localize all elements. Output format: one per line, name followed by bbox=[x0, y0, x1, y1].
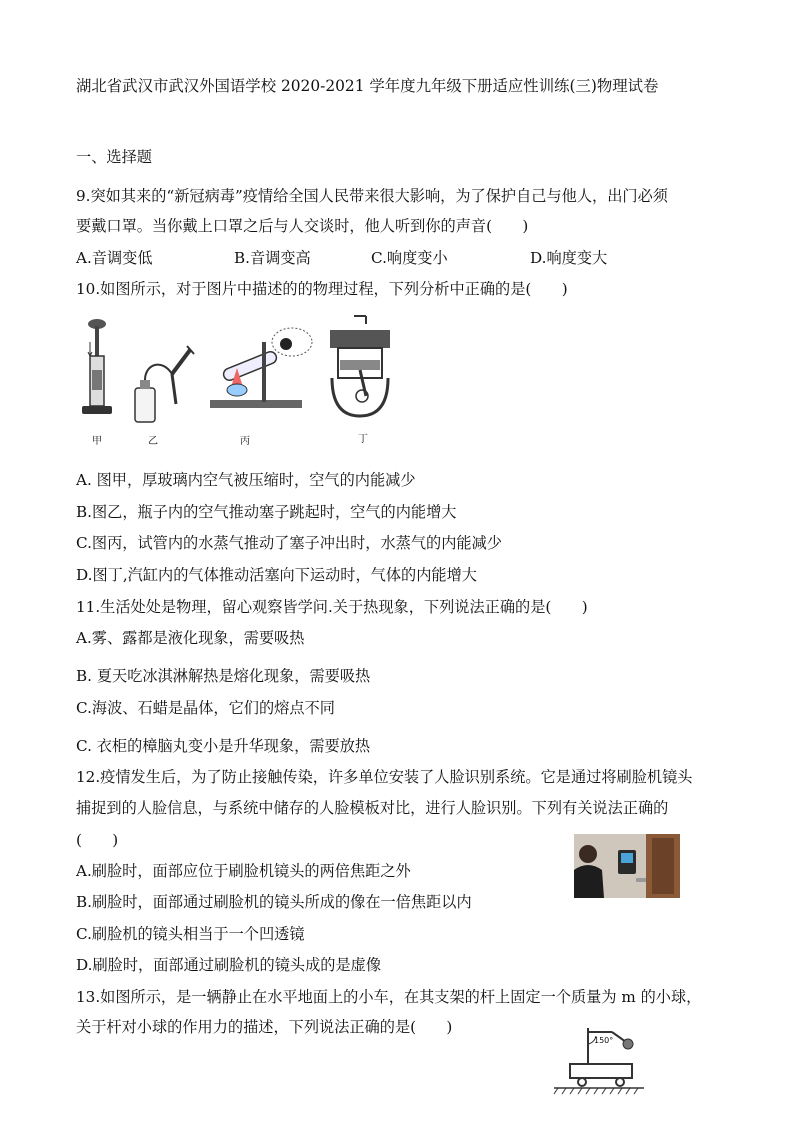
q11-stem: 11.生活处处是物理，留心观察皆学问.关于热现象，下列说法正确的是( ) bbox=[76, 598, 588, 616]
q13-stem-line2: 关于杆对小球的作用力的描述，下列说法正确的是( ) bbox=[76, 1018, 453, 1036]
q12-stem-line3: ( ) bbox=[76, 831, 119, 849]
q9-option-c: C.响度变小 bbox=[371, 249, 448, 267]
q9-option-d: D.响度变大 bbox=[530, 249, 608, 267]
q10-option-c: C.图丙，试管内的水蒸气推动了塞子冲出时，水蒸气的内能减少 bbox=[76, 534, 502, 552]
label-ding: 丁 bbox=[358, 434, 368, 445]
figure-yi-bottle-pump bbox=[132, 344, 202, 424]
q10-option-d: D.图丁,汽缸内的气体推动活塞向下运动时，气体的内能增大 bbox=[76, 566, 477, 584]
q11-option-c: C.海波、石蜡是晶体，它们的熔点不同 bbox=[76, 699, 335, 717]
q12-option-b: B.刷脸时，面部通过刷脸机的镜头所成的像在一倍焦距以内 bbox=[76, 893, 472, 911]
q12-option-c: C.刷脸机的镜头相当于一个凹透镜 bbox=[76, 925, 305, 943]
section-heading: 一、选择题 bbox=[76, 148, 152, 166]
q12-stem-line2: 捕捉到的人脸信息，与系统中储存的人脸模板对比，进行人脸识别。下列有关说法正确的 bbox=[76, 799, 669, 817]
figure-jia-compression-tube bbox=[78, 316, 118, 424]
q9-option-b: B.音调变高 bbox=[234, 249, 311, 267]
figure-bing-steam-test-tube bbox=[204, 322, 316, 422]
q9-option-a: A.音调变低 bbox=[76, 249, 153, 267]
q10-stem: 10.如图所示，对于图片中描述的的物理过程，下列分析中正确的是( ) bbox=[76, 280, 568, 298]
figure-cart-rod-ball bbox=[548, 1024, 648, 1096]
exam-title: 湖北省武汉市武汉外国语学校 2020-2021 学年度九年级下册适应性训练(三)物理试卷 bbox=[76, 77, 659, 95]
q9-stem-line2: 要戴口罩。当你戴上口罩之后与人交谈时，他人听到你的声音( ) bbox=[76, 217, 529, 235]
q12-option-d: D.刷脸时，面部通过刷脸机的镜头成的是虚像 bbox=[76, 956, 382, 974]
figure-ding-engine-cylinder bbox=[326, 312, 394, 424]
label-jia: 甲 bbox=[92, 436, 102, 447]
q13-stem-line1: 13.如图所示，是一辆静止在水平地面上的小车，在其支架的杆上固定一个质量为 m 的小球， bbox=[76, 988, 702, 1006]
q10-option-a: A. 图甲，厚玻璃内空气被压缩时，空气的内能减少 bbox=[76, 471, 416, 489]
angle-label: 150° bbox=[594, 1036, 614, 1045]
q11-option-b: B. 夏天吃冰淇淋解热是熔化现象，需要吸热 bbox=[76, 667, 371, 685]
q12-option-a: A.刷脸时，面部应位于刷脸机镜头的两倍焦距之外 bbox=[76, 862, 411, 880]
q12-stem-line1: 12.疫情发生后，为了防止接触传染，许多单位安装了人脸识别系统。它是通过将刷脸机镜头 bbox=[76, 768, 693, 786]
figure-face-recognition-photo bbox=[574, 834, 680, 898]
q11-option-a: A.雾、露都是液化现象，需要吸热 bbox=[76, 629, 305, 647]
q9-stem-line1: 9.突如其来的“新冠病毒”疫情给全国人民带来很大影响，为了保护自己与他人，出门必须 bbox=[76, 187, 668, 205]
q10-option-b: B.图乙，瓶子内的空气推动塞子跳起时，空气的内能增大 bbox=[76, 503, 457, 521]
label-yi: 乙 bbox=[148, 436, 158, 447]
q11-option-d: C. 衣柜的樟脑丸变小是升华现象，需要放热 bbox=[76, 737, 371, 755]
label-bing: 丙 bbox=[240, 436, 250, 447]
